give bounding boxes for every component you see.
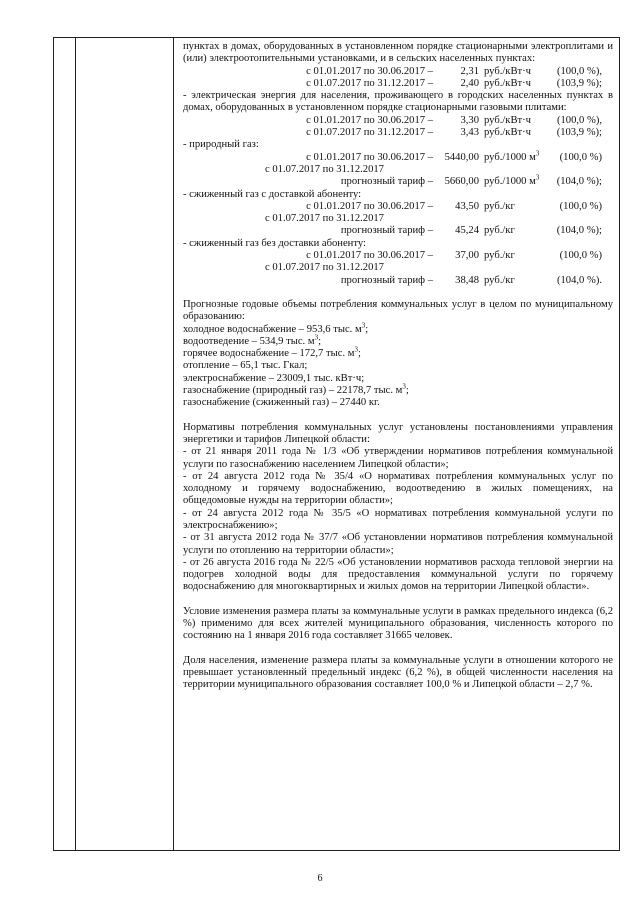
- tariff-index: (104,0 %).: [556, 274, 602, 286]
- tariff-row: [183, 127, 613, 139]
- unit-superscript: 3: [402, 382, 406, 391]
- tariff-row: [183, 250, 613, 262]
- tariff-period: с 01.01.2017 по 30.06.2017 –: [306, 114, 433, 126]
- unit-superscript: 3: [314, 333, 319, 342]
- tariff-row: [183, 78, 613, 90]
- tariff-unit: руб./кВт·ч: [484, 114, 531, 126]
- lpg-delivery-heading: - сжиженный газ с доставкой абоненту:: [183, 188, 362, 200]
- unit-superscript: 3: [535, 173, 540, 182]
- tariff-period: с 01.07.2017 по 31.12.2017: [265, 213, 384, 225]
- spacer: [183, 410, 613, 422]
- volume-item: электроснабжение – 23009,1 тыс. кВт·ч;: [183, 372, 365, 384]
- norm-item: - от 26 августа 2016 года № 22/5 «Об установлении нормативов расхода тепловой энергии на подогрев холодной воды для предоставления коммунальной услуги по горячему водоснабжению для многоквартирных и жилых домов на территории Липецкой области».: [183, 556, 613, 593]
- tariff-value: 2,40: [460, 77, 479, 89]
- tariff-index: (104,0 %);: [556, 225, 602, 237]
- volume-item: газоснабжение (сжиженный газ) – 27440 кг.: [183, 397, 380, 409]
- volume-item: [183, 321, 613, 336]
- table-cell-content: [183, 41, 613, 692]
- condition-paragraph: Условие изменения размера платы за коммунальные услуги в рамках предельного индекса (6,2 %) применимо для всех жителей муниципального образования, численность которого по состоянию на 1 января 2016 года составляет 31665 человек.: [183, 605, 613, 642]
- tariff-index: (100,0 %): [559, 200, 602, 212]
- unit-text: руб./1000 м: [484, 151, 536, 163]
- tariff-period: с 01.07.2017 по 31.12.2017 –: [306, 77, 433, 89]
- spacer: [183, 287, 613, 299]
- tariff-row: [183, 201, 613, 213]
- tariff-value: 3,30: [460, 114, 479, 126]
- tariff-index: (100,0 %),: [556, 114, 602, 126]
- tariff-period: прогнозный тариф –: [340, 274, 433, 286]
- tariff-unit: руб./кг: [484, 250, 515, 262]
- tariff-row: [183, 275, 613, 287]
- norm-item: - от 24 августа 2012 года № 35/4 «О нормативах потребления коммунальных услуг по холодному и горячему водоснабжению, водоотведению в жилых помещениях, на общедомовые нужды на территории области»;: [183, 470, 613, 507]
- share-paragraph: Доля населения, изменение размера платы за коммунальные услуги в отношении которого не превышает установленный предельный индекс (6,2 %), в общей численности населения на территории муниципального образования составляет 100,0 % и Липецкой области – 2,7 %.: [183, 654, 613, 691]
- natural-gas-heading: - природный газ:: [183, 139, 259, 151]
- volume-item: [183, 382, 613, 397]
- tariff-unit: руб./кг: [484, 200, 515, 212]
- volume-item: [183, 333, 613, 348]
- tariff-value: 2,31: [460, 65, 479, 77]
- tariff-row: [183, 66, 613, 78]
- unit-superscript: 3: [535, 149, 540, 158]
- tariff-value: 45,24: [455, 225, 479, 237]
- tariff-value: 5660,00: [444, 176, 479, 188]
- tariff-value: 3,43: [460, 127, 479, 139]
- volume-tail: ;: [357, 348, 361, 360]
- tariff-period: прогнозный тариф –: [340, 225, 433, 237]
- volume-text: холодное водоснабжение – 953,6 тыс. м: [183, 323, 362, 335]
- spacer: [183, 594, 613, 606]
- tariff-index: (100,0 %): [559, 151, 602, 163]
- volume-text: газоснабжение (природный газ) – 22178,7 тыс. м: [183, 385, 403, 397]
- norm-item: - от 24 августа 2012 года № 35/5 «О нормативах потребления коммунальной услуги по электроснабжению»;: [183, 507, 613, 531]
- volume-text: водоотведение – 534,9 тыс. м: [183, 335, 315, 347]
- norm-item: - от 31 августа 2012 года № 37/7 «Об установлении нормативов потребления коммунальной услуги по отоплению на территории области»;: [183, 532, 613, 556]
- lpg-no-delivery-heading: - сжиженный газ без доставки абоненту:: [183, 237, 366, 249]
- norm-item: - от 21 января 2011 года № 1/3 «Об утверждении нормативов потребления коммунальной услуги по газоснабжению населением Липецкой области»;: [183, 446, 613, 470]
- tariff-period: с 01.07.2017 по 31.12.2017: [265, 262, 384, 274]
- tariff-row: [183, 225, 613, 237]
- tariff-index: (104,0 %);: [556, 176, 602, 188]
- unit-text: руб./1000 м: [484, 176, 536, 188]
- column-divider: [75, 38, 76, 850]
- norms-heading: Нормативы потребления коммунальных услуг установлены постановлениями управления энергетики и тарифов Липецкой области:: [183, 421, 613, 445]
- tariff-unit: руб./кВт·ч: [484, 77, 531, 89]
- tariff-row: [183, 149, 613, 164]
- volume-tail: ;: [405, 385, 409, 397]
- tariff-value: 43,50: [455, 200, 479, 212]
- tariff-period: прогнозный тариф –: [340, 176, 433, 188]
- unit-superscript: 3: [354, 345, 358, 354]
- tariff-unit: руб./кг: [484, 225, 515, 237]
- volume-text: горячее водоснабжение – 172,7 тыс. м: [183, 348, 355, 360]
- tariff-index: (100,0 %),: [556, 65, 602, 77]
- tariff-period: с 01.01.2017 по 30.06.2017 –: [306, 250, 433, 262]
- unit-superscript: 3: [361, 321, 366, 329]
- tariff-value: 38,48: [455, 274, 479, 286]
- tariff-index: (103,9 %);: [556, 77, 602, 89]
- tariff-unit: [484, 149, 546, 164]
- tariff-period: с 01.01.2017 по 30.06.2017 –: [306, 151, 433, 163]
- gas-stove-heading: - электрическая энергия для населения, проживающего в городских населенных пунктах в домах, оборудованных в установленном порядке стационарными газовыми плитами:: [183, 90, 613, 114]
- tariff-period: с 01.01.2017 по 30.06.2017 –: [306, 65, 433, 77]
- volume-tail: ;: [318, 335, 322, 347]
- tariff-value: 37,00: [455, 250, 479, 262]
- tariff-unit: руб./кВт·ч: [484, 127, 531, 139]
- tariff-period: с 01.01.2017 по 30.06.2017 –: [306, 200, 433, 212]
- tariff-row: [183, 262, 613, 274]
- tariff-value: 5440,00: [444, 151, 479, 163]
- tariff-index: (100,0 %): [559, 250, 602, 262]
- tariff-period: с 01.07.2017 по 31.12.2017 –: [306, 127, 433, 139]
- tariff-period: с 01.07.2017 по 31.12.2017: [265, 163, 384, 175]
- tariff-unit: [484, 173, 546, 188]
- tariff-row: [183, 213, 613, 225]
- page-number: 6: [317, 873, 323, 884]
- volumes-heading: Прогнозные годовые объемы потребления коммунальных услуг в целом по муниципальному образованию:: [183, 298, 613, 323]
- spacer: [183, 643, 613, 655]
- tariff-index: (103,9 %);: [556, 127, 602, 139]
- tariff-row: [183, 164, 613, 176]
- tariff-unit: руб./кг: [484, 274, 515, 286]
- intro-text: пунктах в домах, оборудованных в установленном порядке стационарными электроплитами и (или) электроотопительными установками, и в сельских населенных пунктах:: [183, 41, 613, 65]
- volume-item: [183, 345, 613, 360]
- tariff-row: [183, 173, 613, 188]
- volume-tail: ;: [365, 323, 369, 335]
- column-divider: [173, 38, 174, 850]
- tariff-row: [183, 115, 613, 127]
- volume-item: отопление – 65,1 тыс. Гкал;: [183, 360, 308, 372]
- tariff-unit: руб./кВт·ч: [484, 65, 531, 77]
